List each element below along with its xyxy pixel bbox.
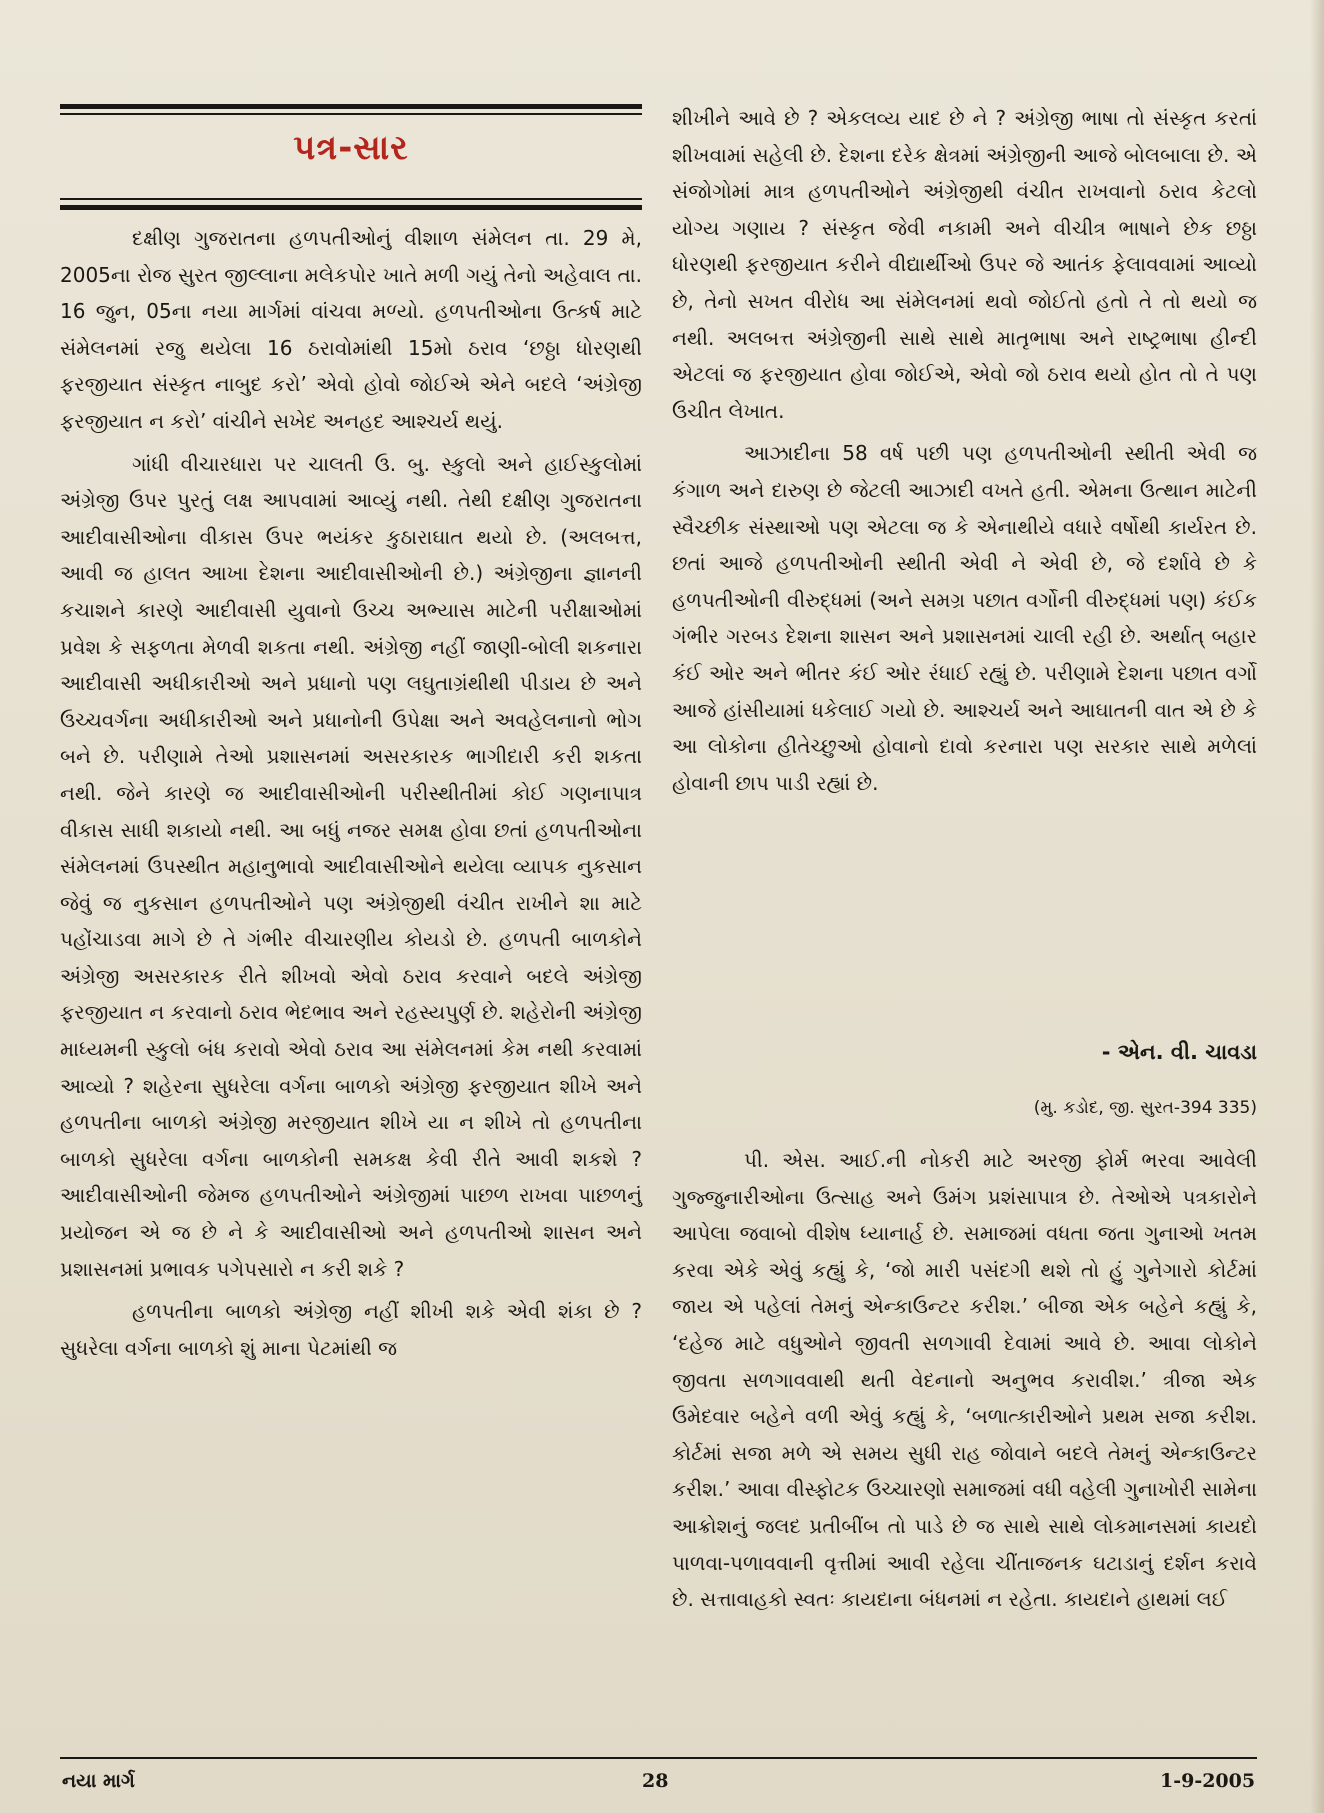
header-rule-top-thin — [60, 113, 642, 115]
right-column-top — [672, 100, 1257, 1030]
header-rule-bottom-thin — [60, 198, 642, 200]
footer-date: 1-9-2005 — [1160, 1770, 1256, 1792]
header-rule-top-thick — [60, 104, 642, 109]
letter-paragraph: પી. એસ. આઈ.ની નોકરી માટે અરજી ફોર્મ ભરવા આવેલી ગુજ્જુનારીઓના ઉત્સાહ અને ઉમંગ પ્રશંસાપાત્ર છે. તેઓએ પત્રકારોને આપેલા જવાબો વીશેષ ધ્યાનાર્હ છે. સમાજમાં વધતા જતા ગુનાઓ ખતમ કરવા એકે એવું કહ્યું કે, ‘જો મારી પસંદગી થશે તો હું ગુનેગારો કોર્ટમાં જાય એ પહેલાં તેમનું એન્કાઉન્ટર કરીશ.’ બીજા એક બહેને કહ્યું કે, ‘દહેજ માટે વધુઓને જીવતી સળગાવી દેવામાં આવે છે. આવા લોકોને જીવતા સળગાવવાથી થતી વેદનાનો અનુભવ કરાવીશ.’ ત્રીજા એક ઉમેદવાર બહેને વળી એવું કહ્યું કે, ‘બળાત્કારીઓને પ્રથમ સજા કરીશ. કોર્ટમાં સજા મળે એ સમય સુધી રાહ જોવાને બદલે તેમનું એન્કાઉન્ટર કરીશ.’ આવા વીસ્ફોટક ઉચ્ચારણો સમાજમાં વધી વહેલી ગુનાખોરી સામેના આક્રોશનું જલદ પ્રતીબીંબ તો પાડે છે જ સાથે સાથે લોકમાનસમાં કાયદો પાળવા-પળાવવાની વૃત્તીમાં આવી રહેલા ચીંતાજનક ઘટાડાનું દર્શન કરાવે છે. સત્તાવાહકો સ્વતઃ કાયદાના બંધનમાં ન રહેતા. કાયદાને હાથમાં લઈ — [672, 1148, 1257, 1612]
letter-paragraph: હળપતીના બાળકો અંગ્રેજી નહીં શીખી શકે એવી શંકા છે ? સુધરેલા વર્ગના બાળકો શું માના પેટમાંથી જ — [60, 1299, 642, 1360]
letter-paragraph: દક્ષીણ ગુજરાતના હળપતીઓનું વીશાળ સંમેલન તા. 29 મે, 2005ના રોજ સુરત જીલ્લાના મલેકપોર ખાતે મળી ગયું તેનો અહેવાલ તા. 16 જુન, 05ના નયા માર્ગમાં વાંચવા મળ્યો. હળપતીઓના ઉત્કર્ષ માટે સંમેલનમાં રજુ થયેલા 16 ઠરાવોમાંથી 15મો ઠરાવ ‘છઠ્ઠા ધોરણથી ફરજીયાત સંસ્કૃત નાબુદ કરો’ એવો હોવો જોઈએ એને બદલે ‘અંગ્રેજી ફરજીયાત ન કરો’ વાંચીને સખેદ અનહદ આશ્ચર્ય થયું. — [60, 226, 642, 433]
letter-paragraph: આઝાદીના 58 વર્ષ પછી પણ હળપતીઓની સ્થીતી એવી જ કંગાળ અને દારુણ છે જેટલી આઝાદી વખતે હતી. એમના ઉત્થાન માટેની સ્વૈચ્છીક સંસ્થાઓ પણ એટલા જ કે એનાથીયે વધારે વર્ષોથી કાર્યરત છે. છતાં આજે હળપતીઓની સ્થીતી એવી ને એવી છે, જે દર્શાવે છે કે હળપતીઓની વીરુદ્ધમાં (અને સમગ્ર પછાત વર્ગોની વીરુદ્ધમાં પણ) કંઈક ગંભીર ગરબડ દેશના શાસન અને પ્રશાસનમાં ચાલી રહી છે. અર્થાત્ બહાર કંઈ ઓર અને ભીતર કંઈ ઓર રંધાઈ રહ્યું છે. પરીણામે દેશના પછાત વર્ગો આજે હાંસીયામાં ધકેલાઈ ગયો છે. આશ્ચર્ય અને આઘાતની વાત એ છે કે આ લોકોના હીતેચ્છુઓ હોવાનો દાવો કરનારા પણ સરકાર સાથે મળેલાં હોવાની છાપ પાડી રહ્યાં છે. — [672, 441, 1257, 795]
header-rule-bottom-thick — [60, 205, 642, 210]
right-column-bottom — [672, 1142, 1257, 1618]
page-edge-shadow — [1310, 0, 1324, 1813]
letter-address: (મુ. કડોદ, જી. સુરત-394 335) — [1033, 1098, 1257, 1118]
page-title: પત્ર-સાર — [293, 128, 409, 168]
footer-magazine-name: નયા માર્ગ — [62, 1770, 135, 1792]
footer-rule — [60, 1757, 1257, 1759]
letter-paragraph-continued: શીખીને આવે છે ? એકલવ્ય યાદ છે ને ? અંગ્રેજી ભાષા તો સંસ્કૃત કરતાં શીખવામાં સહેલી છે. દેશના દરેક ક્ષેત્રમાં અંગ્રેજીની આજે બોલબાલા છે. એ સંજોગોમાં માત્ર હળપતીઓને અંગ્રેજીથી વંચીત રાખવાનો ઠરાવ કેટલો યોગ્ય ગણાય ? સંસ્કૃત જેવી નકામી અને વીચીત્ર ભાષાને છેક છઠ્ઠા ધોરણથી ફરજીયાત કરીને વીદ્યાર્થીઓ ઉપર જે આતંક ફેલાવવામાં આવ્યો છે, તેનો સખત વીરોધ આ સંમેલનમાં થવો જોઈતો હતો તે તો થયો જ નથી. અલબત્ત અંગ્રેજીની સાથે સાથે માતૃભાષા અને રાષ્ટ્રભાષા હીન્દી એટલાં જ ફરજીયાત હોવા જોઈએ, એવો જો ઠરાવ થયો હોત તો તે પણ ઉચીત લેખાત. — [672, 106, 1257, 423]
left-column — [60, 220, 642, 1366]
letter-paragraph: ગાંધી વીચારધારા પર ચાલતી ઉ. બુ. સ્કુલો અને હાઈસ્કુલોમાં અંગ્રેજી ઉપર પુરતું લક્ષ આપવામાં આવ્યું નથી. તેથી દક્ષીણ ગુજરાતના આદીવાસીઓના વીકાસ ઉપર ભયંકર કુઠારાઘાત થયો છે. (અલબત્ત, આવી જ હાલત આખા દેશના આદીવાસીઓની છે.) અંગ્રેજીના જ્ઞાનની કચાશને કારણે આદીવાસી યુવાનો ઉચ્ચ અભ્યાસ માટેની પરીક્ષાઓમાં પ્રવેશ કે સફળતા મેળવી શકતા નથી. અંગ્રેજી નહીં જાણી-બોલી શકનારા આદીવાસી અધીકારીઓ અને પ્રધાનો પણ લઘુતાગ્રંથીથી પીડાય છે અને ઉચ્ચવર્ગના અધીકારીઓ અને પ્રધાનોની ઉપેક્ષા અને અવહેલનાનો ભોગ બને છે. પરીણામે તેઓ પ્રશાસનમાં અસરકારક ભાગીદારી કરી શકતા નથી. જેને કારણે જ આદીવાસીઓની પરીસ્થીતીમાં કોઈ ગણનાપાત્ર વીકાસ સાધી શકાયો નથી. આ બધું નજર સમક્ષ હોવા છતાં હળપતીઓના સંમેલનમાં ઉપસ્થીત મહાનુભાવો આદીવાસીઓને થયેલા વ્યાપક નુકસાન જેવું જ નુકસાન હળપતીઓને પણ અંગ્રેજીથી વંચીત રાખીને શા માટે પહોંચાડવા માગે છે તે ગંભીર વીચારણીય કોયડો છે. હળપતી બાળકોને અંગ્રેજી અસરકારક રીતે શીખવો એવો ઠરાવ કરવાને બદલે અંગ્રેજી ફરજીયાત ન કરવાનો ઠરાવ ભેદભાવ અને રહસ્યપુર્ણ છે. શહેરોની અંગ્રેજી માધ્યમની સ્કુલો બંધ કરાવો એવો ઠરાવ આ સંમેલનમાં કેમ નથી કરવામાં આવ્યો ? શહેરના સુધરેલા વર્ગના બાળકો અંગ્રેજી ફરજીયાત શીખે અને હળપતીના બાળકો અંગ્રેજી મરજીયાત શીખે યા ન શીખે તો હળપતીના બાળકો સુધરેલા વર્ગના બાળકોની સમકક્ષ કેવી રીતે આવી શકશે ? આદીવાસીઓની જેમજ હળપતીઓને અંગ્રેજીમાં પાછળ રાખવા પાછળનું પ્રયોજન એ જ છે ને કે આદીવાસીઓ અને હળપતીઓ શાસન અને પ્રશાસનમાં પ્રભાવક પગેપસારો ન કરી શકે ? — [60, 451, 642, 1281]
letter-signature: - એન. વી. ચાવડા — [1101, 1040, 1257, 1064]
footer-page-number: 28 — [642, 1770, 669, 1792]
